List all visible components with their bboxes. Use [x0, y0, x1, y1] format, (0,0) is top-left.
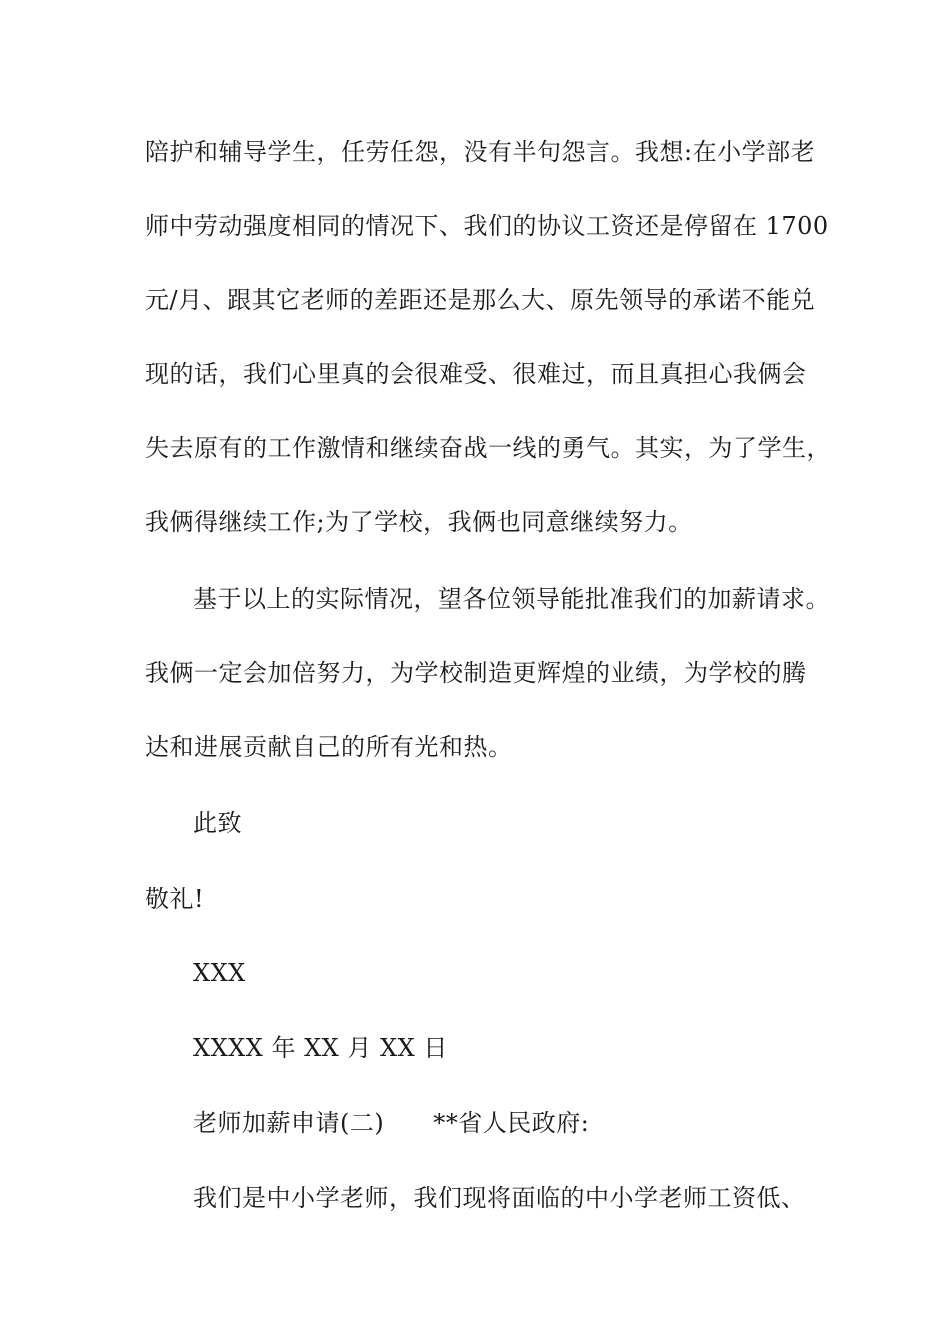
paragraph-line: 陪护和辅导学生，任劳任怨，没有半句怨言。我想:在小学部老	[145, 138, 816, 166]
paragraph-line: 基于以上的实际情况，望各位领导能批准我们的加薪请求。	[193, 585, 830, 613]
signature-name: XXX	[193, 959, 246, 987]
paragraph-line: 我俩一定会加倍努力，为学校制造更辉煌的业绩，为学校的腾	[145, 659, 807, 687]
salutation-line: 敬礼!	[145, 885, 205, 913]
paragraph-line: 元/月、跟其它老师的差距还是那么大、原先领导的承诺不能兑	[145, 286, 816, 314]
signature-date: XXXX 年 XX 月 XX 日	[193, 1034, 448, 1062]
paragraph-line: 达和进展贡献自己的所有光和热。	[145, 733, 513, 761]
paragraph-line: 我们是中小学老师，我们现将面临的中小学老师工资低、	[193, 1184, 806, 1212]
paragraph-line: 我俩得继续工作;为了学校，我俩也同意继续努力。	[145, 508, 693, 536]
section-heading: 老师加薪申请(二) **省人民政府:	[193, 1109, 590, 1137]
paragraph-line: 师中劳动强度相同的情况下、我们的协议工资还是停留在 1700	[145, 212, 829, 240]
paragraph-line: 现的话，我们心里真的会很难受、很难过，而且真担心我俩会	[145, 360, 807, 388]
paragraph-line: 失去原有的工作激情和继续奋战一线的勇气。其实，为了学生，	[145, 434, 831, 462]
closing-line: 此致	[193, 809, 242, 837]
